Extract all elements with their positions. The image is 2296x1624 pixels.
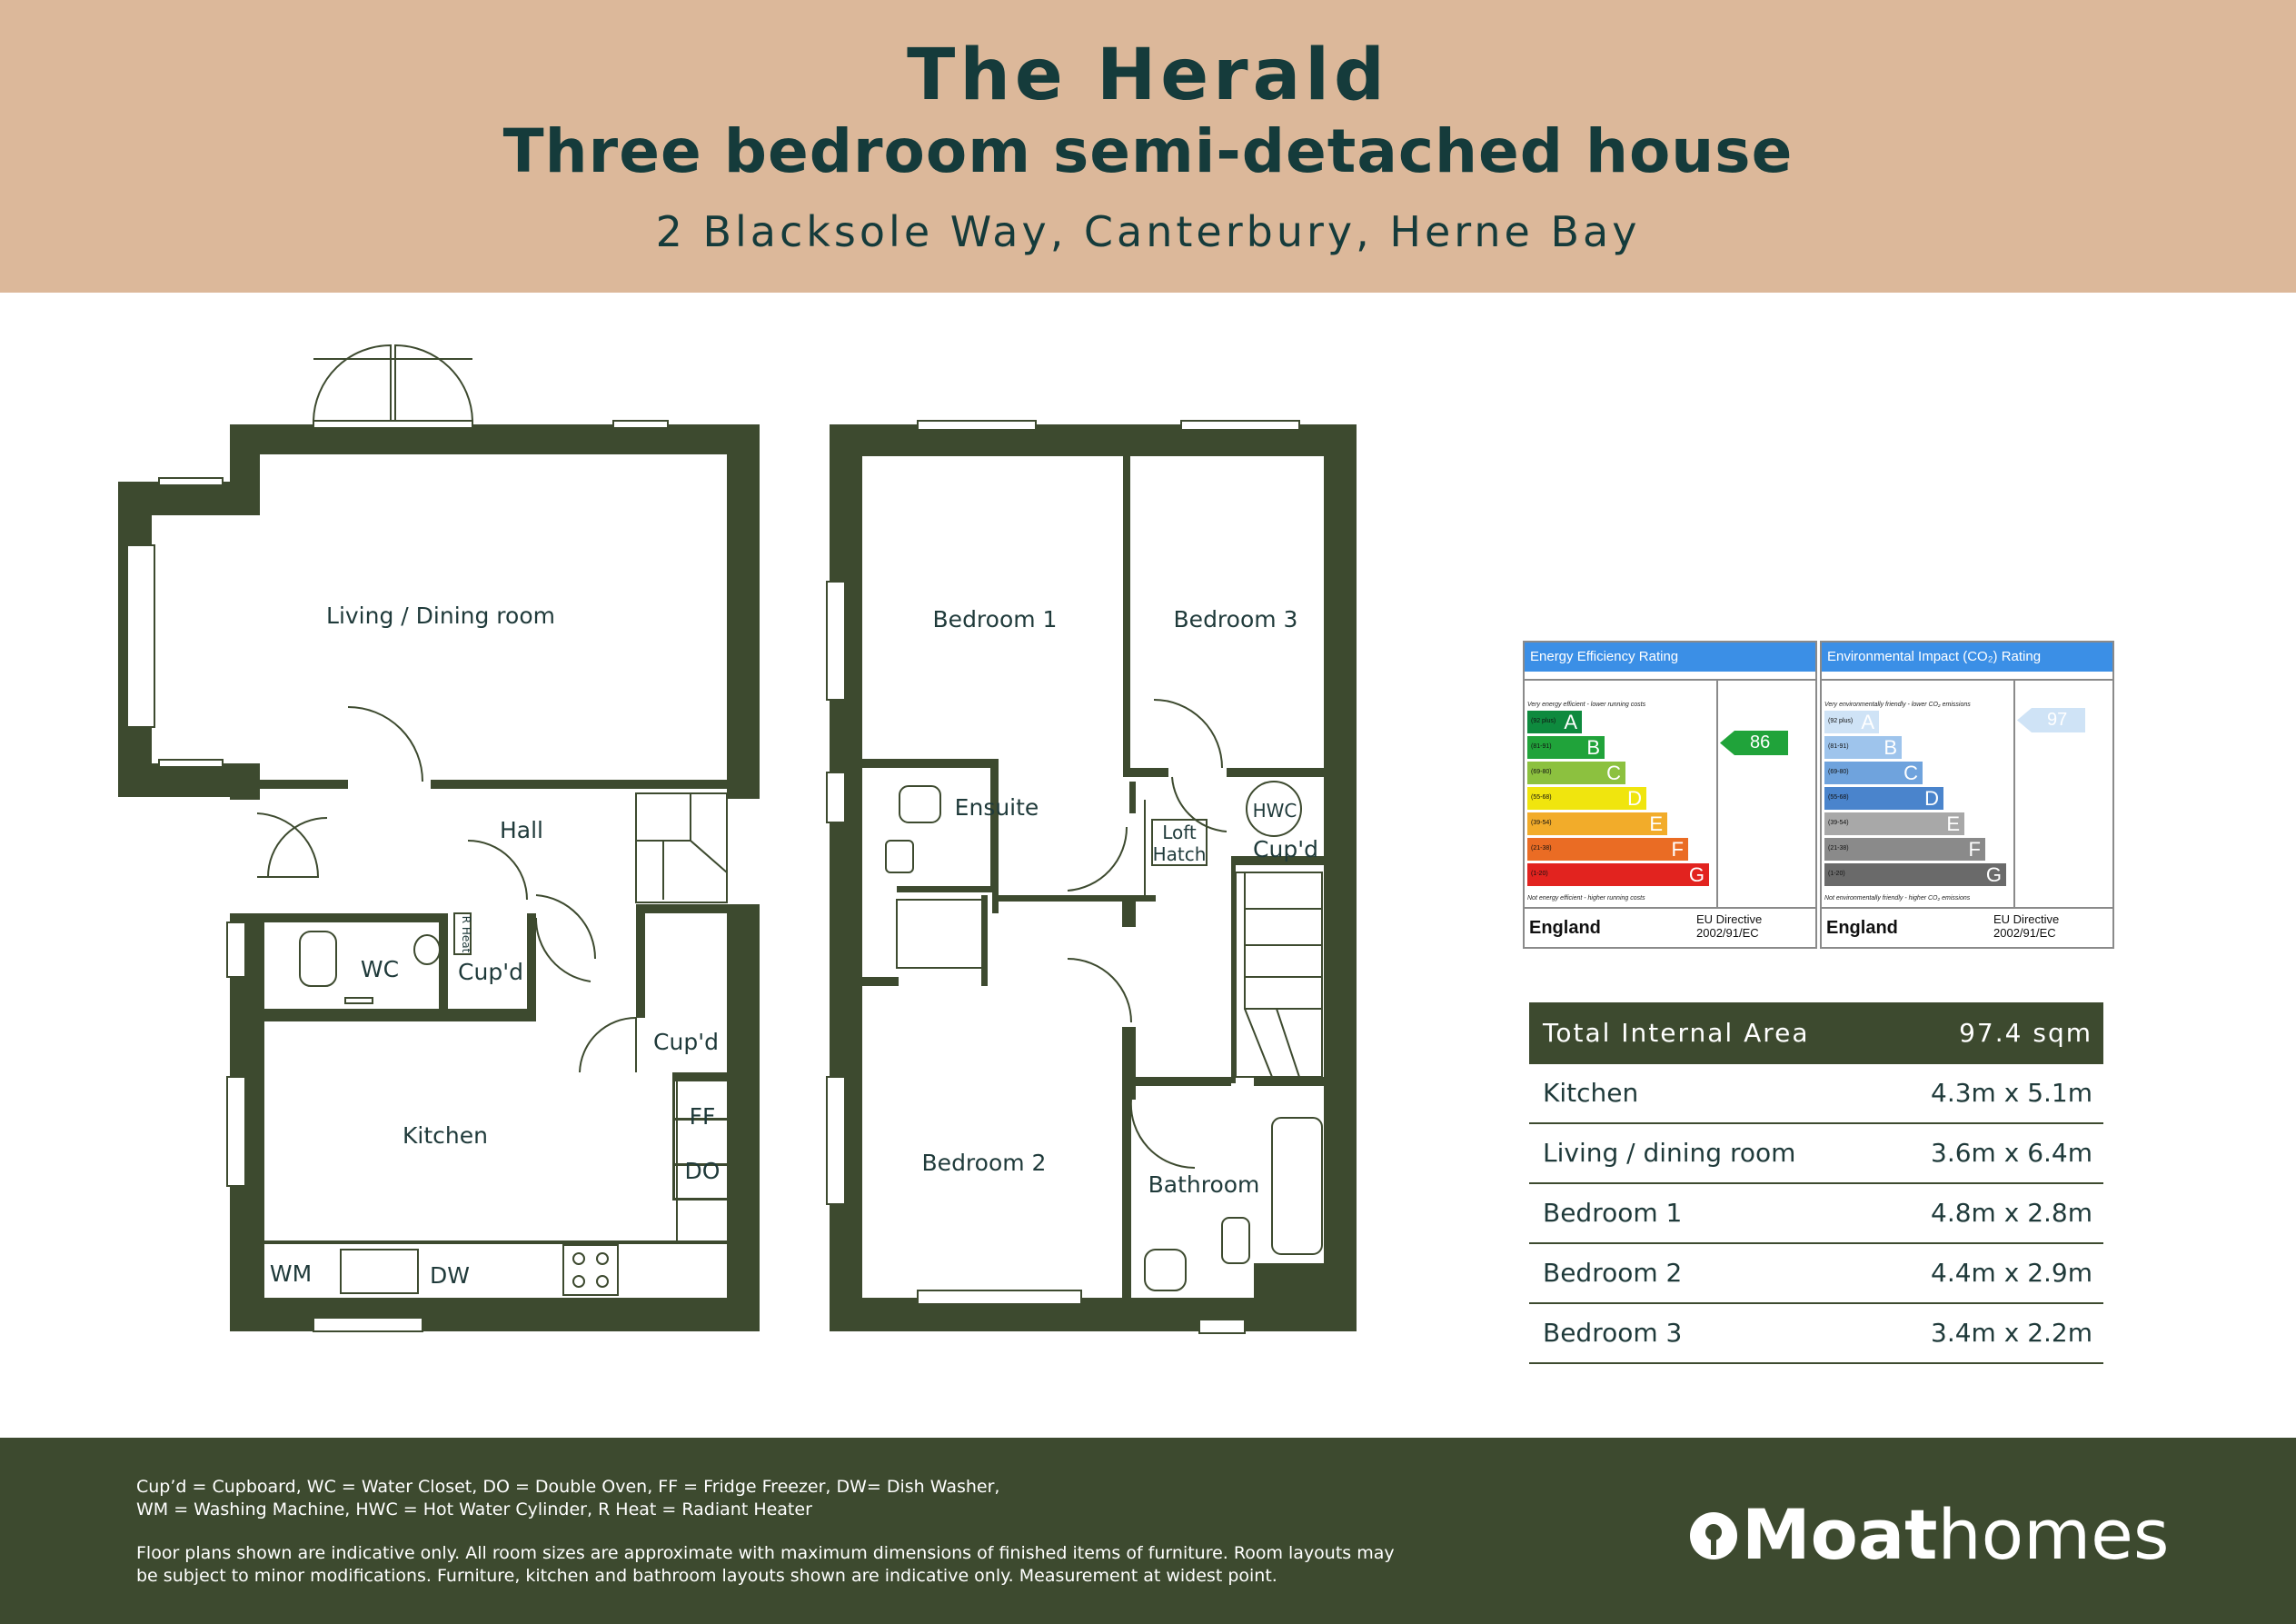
label-hwc: HWC bbox=[1252, 800, 1297, 822]
label-dw: DW bbox=[430, 1262, 470, 1289]
energy-top-note: Very energy efficient - lower running costs bbox=[1527, 702, 1646, 708]
header-banner bbox=[0, 0, 2296, 293]
env-top-note: Very environmentally friendly - lower CO₂ emissions bbox=[1824, 702, 1971, 708]
logo-word-moat: Moat bbox=[1742, 1494, 1938, 1575]
label-ff: FF bbox=[689, 1103, 716, 1130]
band-letter: E bbox=[1946, 812, 1960, 835]
key-line-2: WM = Washing Machine, HWC = Hot Water Cylinder, R Heat = Radiant Heater bbox=[136, 1499, 812, 1519]
band-range: (39-54) bbox=[1531, 820, 1552, 826]
band-range: (55-68) bbox=[1828, 794, 1849, 801]
room-label-kitchen: Kitchen bbox=[403, 1122, 488, 1149]
table-row bbox=[1529, 1304, 2103, 1364]
label-loft: Loft bbox=[1162, 822, 1197, 843]
room-size: 4.4m x 2.9m bbox=[1931, 1258, 2092, 1288]
band-letter: F bbox=[1968, 838, 1981, 861]
label-rheat: R Heat bbox=[460, 915, 472, 953]
env-bottom-note: Not environmentally friendly - higher CO₂ emissions bbox=[1824, 895, 1971, 902]
band-e bbox=[1527, 812, 1667, 835]
band-range: (69-80) bbox=[1531, 769, 1552, 775]
room-name: Bedroom 1 bbox=[1543, 1198, 1683, 1228]
band-range: (1-20) bbox=[1828, 871, 1845, 877]
band-d bbox=[1527, 787, 1646, 810]
room-label-ensuite: Ensuite bbox=[954, 794, 1039, 821]
band-range: (69-80) bbox=[1828, 769, 1849, 775]
total-area-value: 97.4 sqm bbox=[1959, 1018, 2092, 1048]
band-e bbox=[1824, 812, 1964, 835]
room-size: 4.3m x 5.1m bbox=[1931, 1078, 2092, 1108]
env-rating-value: 97 bbox=[2047, 710, 2068, 730]
band-d bbox=[1824, 787, 1943, 810]
room-size: 3.4m x 2.2m bbox=[1931, 1318, 2092, 1348]
band-f bbox=[1824, 838, 1985, 861]
table-row bbox=[1529, 1184, 2103, 1244]
energy-rating-value: 86 bbox=[1750, 732, 1771, 752]
band-range: (1-20) bbox=[1531, 871, 1548, 877]
energy-chart-title: Energy Efficiency Rating bbox=[1525, 643, 1815, 672]
room-name: Bedroom 3 bbox=[1543, 1318, 1683, 1348]
band-letter: A bbox=[1564, 711, 1577, 733]
env-directive-1: EU Directive bbox=[1993, 912, 2060, 926]
band-b bbox=[1527, 736, 1605, 759]
room-label-cupd-2: Cup'd bbox=[653, 1029, 719, 1055]
energy-directive-1: EU Directive bbox=[1696, 912, 1763, 926]
label-hatch: Hatch bbox=[1152, 843, 1207, 865]
room-name: Living / dining room bbox=[1543, 1138, 1796, 1168]
band-g bbox=[1824, 863, 2006, 886]
logo-word-homes: homes bbox=[1937, 1494, 2170, 1575]
band-range: (92 plus) bbox=[1531, 718, 1556, 724]
band-letter: G bbox=[1688, 863, 1705, 886]
area-table-header bbox=[1529, 1002, 2103, 1064]
table-row bbox=[1529, 1064, 2103, 1124]
page-subtitle: Three bedroom semi-detached house bbox=[502, 116, 1794, 186]
room-label-bedroom2: Bedroom 2 bbox=[921, 1150, 1047, 1176]
energy-directive-2: 2002/91/EC bbox=[1696, 926, 1759, 940]
label-do: DO bbox=[684, 1158, 721, 1184]
room-label-cupd-1: Cup'd bbox=[458, 959, 523, 985]
room-label-cupd-first: Cup'd bbox=[1253, 836, 1318, 862]
room-label-living: Living / Dining room bbox=[326, 603, 555, 629]
band-letter: C bbox=[1903, 762, 1918, 784]
room-size: 3.6m x 6.4m bbox=[1931, 1138, 2092, 1168]
table-row bbox=[1529, 1244, 2103, 1304]
band-letter: B bbox=[1586, 736, 1600, 759]
band-letter: E bbox=[1649, 812, 1663, 835]
moat-logo-icon bbox=[1685, 1508, 1742, 1564]
band-f bbox=[1527, 838, 1688, 861]
page-title: The Herald bbox=[907, 35, 1389, 116]
env-directive-2: 2002/91/EC bbox=[1993, 926, 2056, 940]
room-label-hall: Hall bbox=[499, 817, 544, 843]
band-range: (55-68) bbox=[1531, 794, 1552, 801]
room-label-bedroom1: Bedroom 1 bbox=[932, 606, 1058, 633]
band-letter: A bbox=[1861, 711, 1874, 733]
band-c bbox=[1824, 762, 1923, 784]
radiant-heater bbox=[454, 913, 472, 954]
address: 2 Blacksole Way, Canterbury, Herne Bay bbox=[655, 207, 1641, 256]
band-range: (92 plus) bbox=[1828, 718, 1854, 724]
total-area-label: Total Internal Area bbox=[1543, 1018, 1810, 1048]
band-letter: F bbox=[1671, 838, 1684, 861]
footer bbox=[0, 1438, 2296, 1624]
moat-homes-logo bbox=[1685, 1494, 2170, 1575]
band-letter: G bbox=[1985, 863, 2002, 886]
energy-bottom-note: Not energy efficient - higher running costs bbox=[1527, 895, 1645, 902]
room-size: 4.8m x 2.8m bbox=[1931, 1198, 2092, 1228]
band-range: (81-91) bbox=[1531, 743, 1552, 750]
band-a bbox=[1824, 711, 1879, 733]
band-range: (21-38) bbox=[1828, 845, 1849, 852]
energy-rating-arrow bbox=[1720, 731, 1788, 755]
band-b bbox=[1824, 736, 1902, 759]
band-range: (21-38) bbox=[1531, 845, 1552, 852]
floor-plans bbox=[0, 293, 1417, 1383]
disclaimer-line-2: be subject to minor modifications. Furniture, kitchen and bathroom layouts shown are indicative only. Measurement at widest point. bbox=[136, 1566, 1277, 1586]
env-rating-arrow bbox=[2017, 708, 2085, 732]
area-table bbox=[1529, 1002, 2103, 1364]
band-range: (39-54) bbox=[1828, 820, 1849, 826]
band-letter: D bbox=[1924, 787, 1939, 810]
label-wm: WM bbox=[269, 1260, 313, 1287]
table-row bbox=[1529, 1124, 2103, 1184]
env-footer bbox=[1822, 907, 2112, 947]
room-name: Bedroom 2 bbox=[1543, 1258, 1683, 1288]
band-letter: B bbox=[1884, 736, 1897, 759]
env-chart-title: Environmental Impact (CO₂) Rating bbox=[1822, 643, 2112, 672]
room-label-bedroom3: Bedroom 3 bbox=[1173, 606, 1298, 633]
energy-rating-chart bbox=[1523, 641, 1817, 949]
environmental-rating-chart bbox=[1820, 641, 2114, 949]
band-g bbox=[1527, 863, 1709, 886]
band-letter: D bbox=[1627, 787, 1642, 810]
energy-country: England bbox=[1529, 918, 1601, 938]
energy-footer bbox=[1525, 907, 1815, 947]
room-label-wc: WC bbox=[360, 956, 400, 982]
room-name: Kitchen bbox=[1543, 1078, 1639, 1108]
band-c bbox=[1527, 762, 1625, 784]
band-range: (81-91) bbox=[1828, 743, 1849, 750]
band-letter: C bbox=[1606, 762, 1621, 784]
first-floor-walls bbox=[830, 424, 1357, 1331]
disclaimer-line-1: Floor plans shown are indicative only. All room sizes are approximate with maximum dimensions of finished items of furniture. Room layouts may bbox=[136, 1543, 1395, 1563]
env-country: England bbox=[1826, 918, 1898, 938]
room-label-bathroom: Bathroom bbox=[1148, 1171, 1260, 1198]
band-a bbox=[1527, 711, 1582, 733]
key-line-1: Cup’d = Cupboard, WC = Water Closet, DO = Double Oven, FF = Fridge Freezer, DW= Dish Washer, bbox=[136, 1477, 1000, 1497]
